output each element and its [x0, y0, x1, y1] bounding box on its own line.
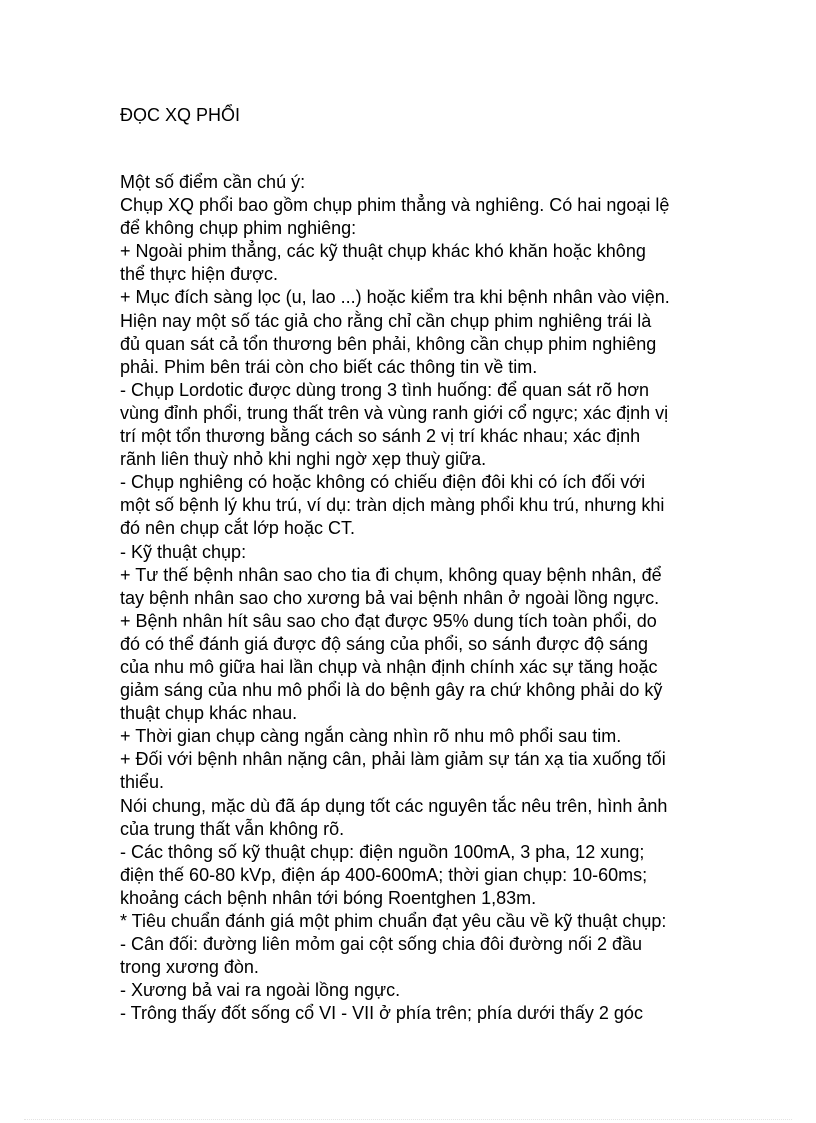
- document-title: ĐỌC XQ PHỔI: [120, 105, 241, 125]
- paragraph-line: tay bệnh nhân sao cho xương bả vai bệnh nhân ở ngoài lồng ngực.: [120, 587, 660, 608]
- paragraph-line: để không chụp phim nghiêng:: [120, 218, 357, 239]
- paragraph-line: của nhu mô giữa hai lần chụp và nhận định chính xác sự tăng hoặc: [120, 656, 658, 677]
- document-body: [120, 171, 720, 1025]
- paragraph-line: đó có thể đánh giá được độ sáng của phổi, so sánh được độ sáng: [120, 633, 649, 654]
- paragraph-line: Chụp XQ phổi bao gồm chụp phim thẳng và nghiêng. Có hai ngoại lệ: [120, 195, 670, 216]
- paragraph-line: thiểu.: [120, 772, 165, 793]
- paragraph-line: + Mục đích sàng lọc (u, lao ...) hoặc kiểm tra khi bệnh nhân vào viện.: [120, 287, 670, 308]
- paragraph-line: + Bệnh nhân hít sâu sao cho đạt được 95% dung tích toàn phổi, do: [120, 610, 657, 631]
- paragraph-line: đó nên chụp cắt lớp hoặc CT.: [120, 518, 355, 539]
- paragraph-line: vùng đỉnh phổi, trung thất trên và vùng ranh giới cổ ngực; xác định vị: [120, 402, 669, 423]
- paragraph-line: phải. Phim bên trái còn cho biết các thông tin về tim.: [120, 356, 538, 377]
- paragraph-line: + Đối với bệnh nhân nặng cân, phải làm giảm sự tán xạ tia xuống tối: [120, 749, 666, 770]
- paragraph-line: - Cân đối: đường liên mỏm gai cột sống chia đôi đường nối 2 đầu: [120, 934, 643, 955]
- paragraph-line: - Trông thấy đốt sống cổ VI - VII ở phía trên; phía dưới thấy 2 góc: [120, 1003, 643, 1024]
- paragraph-line: Hiện nay một số tác giả cho rằng chỉ cần chụp phim nghiêng trái là: [120, 310, 652, 331]
- paragraph-line: đủ quan sát cả tổn thương bên phải, không cần chụp phim nghiêng: [120, 333, 657, 354]
- paragraph-line: thuật chụp khác nhau.: [120, 703, 298, 724]
- paragraph-line: một số bệnh lý khu trú, ví dụ: tràn dịch màng phổi khu trú, nhưng khi: [120, 495, 665, 516]
- paragraph-line: + Thời gian chụp càng ngắn càng nhìn rõ nhu mô phổi sau tim.: [120, 726, 622, 747]
- paragraph-line: - Các thông số kỹ thuật chụp: điện nguồn 100mA, 3 pha, 12 xung;: [120, 841, 645, 862]
- paragraph-line: thể thực hiện được.: [120, 264, 278, 285]
- paragraph-line: khoảng cách bệnh nhân tới bóng Roentghen 1,83m.: [120, 887, 537, 908]
- paragraph-line: của trung thất vẫn không rõ.: [120, 818, 345, 839]
- paragraph-line: - Chụp Lordotic được dùng trong 3 tình huống: để quan sát rõ hơn: [120, 379, 650, 400]
- paragraph-line: + Tư thế bệnh nhân sao cho tia đi chụm, không quay bệnh nhân, để: [120, 564, 662, 585]
- paragraph-line: điện thế 60-80 kVp, điện áp 400-600mA; thời gian chụp: 10-60ms;: [120, 864, 648, 885]
- paragraph-line: - Xương bả vai ra ngoài lồng ngực.: [120, 980, 401, 1001]
- paragraph-line: Một số điểm cần chú ý:: [120, 172, 306, 192]
- paragraph-line: + Ngoài phim thẳng, các kỹ thuật chụp khác khó khăn hoặc không: [120, 241, 646, 262]
- paragraph-line: Nói chung, mặc dù đã áp dụng tốt các nguyên tắc nêu trên, hình ảnh: [120, 795, 668, 816]
- paragraph-line: - Chụp nghiêng có hoặc không có chiếu điện đôi khi có ích đối với: [120, 472, 646, 493]
- paragraph-line: - Kỹ thuật chụp:: [120, 541, 247, 562]
- paragraph-line: trong xương đòn.: [120, 957, 259, 978]
- page-bottom-divider: [24, 1119, 792, 1120]
- paragraph-line: * Tiêu chuẩn đánh giá một phim chuẩn đạt yêu cầu về kỹ thuật chụp:: [120, 911, 667, 931]
- paragraph-line: giảm sáng của nhu mô phổi là do bệnh gây ra chứ không phải do kỹ: [120, 680, 663, 701]
- paragraph-line: trí một tổn thương bằng cách so sánh 2 vị trí khác nhau; xác định: [120, 426, 641, 447]
- paragraph-line: rãnh liên thuỳ nhỏ khi nghi ngờ xẹp thuỳ giữa.: [120, 449, 487, 470]
